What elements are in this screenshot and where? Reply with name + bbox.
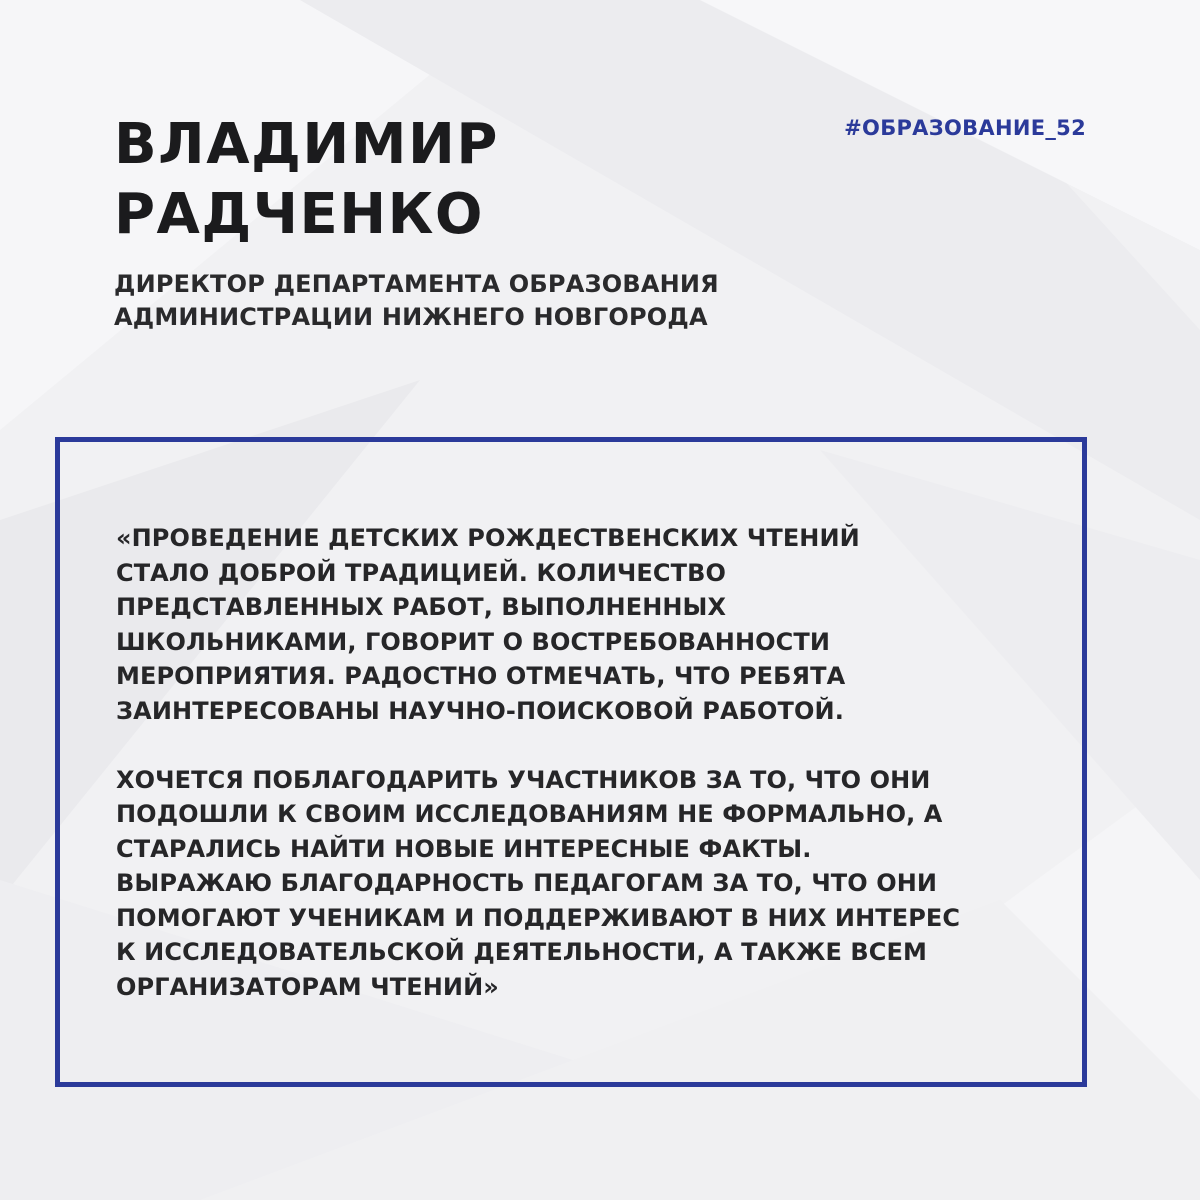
hashtag: #ОБРАЗОВАНИЕ_52 <box>844 116 1086 140</box>
quote-line: ХОЧЕТСЯ ПОБЛАГОДАРИТЬ УЧАСТНИКОВ ЗА ТО, ЧТО ОНИ <box>116 765 931 794</box>
quote-line: СТАРАЛИСЬ НАЙТИ НОВЫЕ ИНТЕРЕСНЫЕ ФАКТЫ. <box>116 834 812 863</box>
position-line: ДИРЕКТОР ДЕПАРТАМЕНТА ОБРАЗОВАНИЯ <box>114 270 719 298</box>
quote-line: ЗАИНТЕРЕСОВАНЫ НАУЧНО-ПОИСКОВОЙ РАБОТОЙ. <box>116 696 844 725</box>
quote-line: К ИССЛЕДОВАТЕЛЬСКОЙ ДЕЯТЕЛЬНОСТИ, А ТАКЖЕ ВСЕМ <box>116 938 928 966</box>
quote-line: МЕРОПРИЯТИЯ. РАДОСТНО ОТМЕЧАТЬ, ЧТО РЕБЯТА <box>116 662 846 690</box>
position-line: АДМИНИСТРАЦИИ НИЖНЕГО НОВГОРОДА <box>114 303 708 331</box>
quote-line: ПОМОГАЮТ УЧЕНИКАМ И ПОДДЕРЖИВАЮТ В НИХ ИНТЕРЕС <box>116 903 961 932</box>
paragraph-gap <box>116 728 1066 763</box>
person-name-line: РАДЧЕНКО <box>114 182 485 247</box>
person-position <box>114 268 1014 334</box>
quote-line: ОРГАНИЗАТОРАМ ЧТЕНИЙ» <box>116 972 499 1001</box>
quote-line: «ПРОВЕДЕНИЕ ДЕТСКИХ РОЖДЕСТВЕНСКИХ ЧТЕНИЙ <box>116 524 860 552</box>
person-name-line: ВЛАДИМИР <box>114 112 499 177</box>
quote-line: ПРЕДСТАВЛЕННЫХ РАБОТ, ВЫПОЛНЕННЫХ <box>116 593 727 621</box>
quote-line: ВЫРАЖАЮ БЛАГОДАРНОСТЬ ПЕДАГОГАМ ЗА ТО, ЧТО ОНИ <box>116 869 938 897</box>
quote-line: ШКОЛЬНИКАМИ, ГОВОРИТ О ВОСТРЕБОВАННОСТИ <box>116 627 831 656</box>
quote-text <box>116 521 1066 1004</box>
person-name <box>114 110 754 250</box>
quote-line: ПОДОШЛИ К СВОИМ ИССЛЕДОВАНИЯМ НЕ ФОРМАЛЬНО, А <box>116 800 943 828</box>
quote-line: СТАЛО ДОБРОЙ ТРАДИЦИЕЙ. КОЛИЧЕСТВО <box>116 558 726 587</box>
